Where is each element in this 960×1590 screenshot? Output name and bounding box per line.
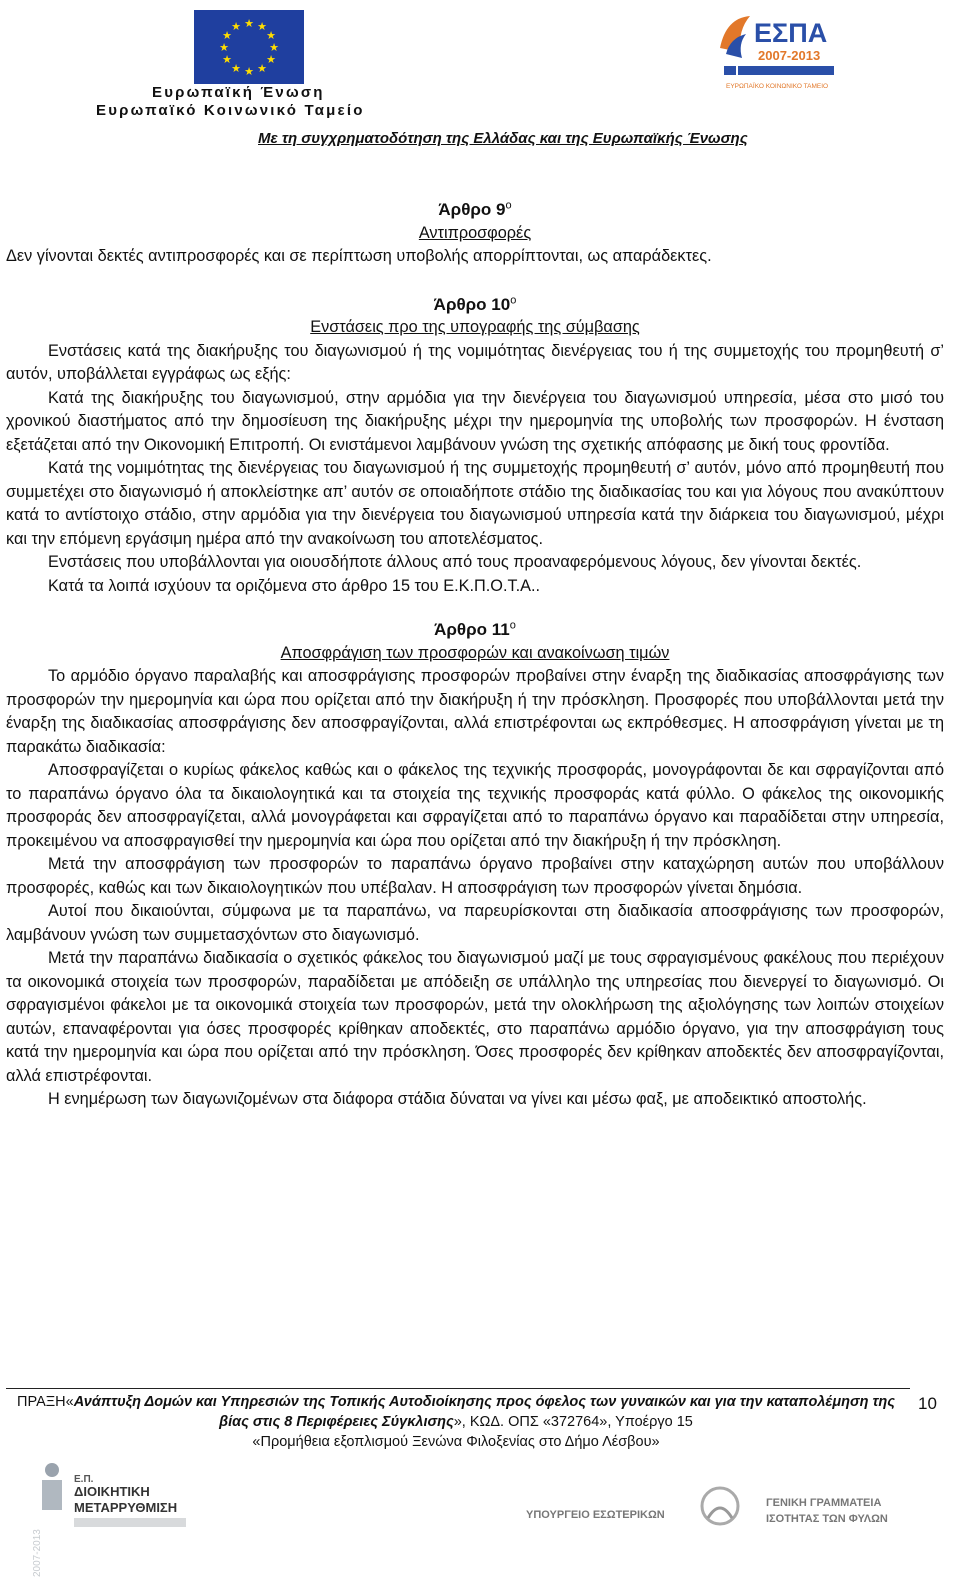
article-10-title: Άρθρο $10^o$ [433,293,517,314]
greek-flag-icon [724,66,736,75]
espa-title: ΕΣΠΑ [754,18,828,48]
article-11-paragraph-2: Αποσφραγίζεται ο κυρίως φάκελος καθώς και ο φάκελος της τεχνικής προσφοράς, μονογράφονται δε και σφραγίζονται από το παραπάνω όργανο όλα τα δικαιολογητικά και τα στοιχεία της τεχνικής προσφοράς κατά φύλλο. Ο φάκελος της οικονομικής προσφοράς δεν αποσφραγίζεται, αλλά μονογράφεται και σφραγίζεται από το παραπάνω όργανο και παραδίδεται στην υπηρεσία, προκειμένου να αποσφραγισθεί την ημερομηνία και ώρα που ορίζεται από την διακήρυξη ή την πρόσκληση. [6,761,944,850]
svg-text:★: ★ [266,29,276,42]
article-9-paragraph: Δεν γίνονται δεκτές αντιπροσφορές και σε περίπτωση υποβολής απορρίπτονται, ως απαράδεκτες. [6,247,712,265]
footer-divider [6,1388,910,1389]
svg-text:★: ★ [266,53,276,66]
article-10-paragraph-2: Κατά της διακήρυξης του διαγωνισμού, στην αρμόδια για την διενέργεια του διαγωνισμού υπηρεσία, μέσα στο μισό του χρονικού διαστήματος από την δημοσίευση της διακήρυξης μέχρι την ημερομηνία της υποβολής των προσφορών. Η ένσταση εξετάζεται από την Οικονομική Επιτροπή. Οι ενιστάμενοι λαμβάνουν γνώση της σχετικής απόφασης με δική τους φροντίδα. [6,388,944,454]
di-line1: ΔΙΟΙΚΗΤΙΚΗ [74,1484,150,1499]
svg-text:★: ★ [257,20,267,33]
espa-logo [716,8,840,94]
di-line2: ΜΕΤΑΡΡΥΘΜΙΣΗ [74,1500,178,1515]
gg-line1: ΓΕΝΙΚΗ ΓΡΑΜΜΑΤΕΙΑ [766,1497,882,1509]
article-10-paragraph-1: Ενστάσεις κατά της διακήρυξης του διαγωνισμού ή της νομιμότητας διενέργειας του ή της συμμετοχής του προμηθευτή σ’ αυτόν, υποβάλλεται εγγράφως ως εξής: [6,341,944,383]
svg-text:★: ★ [231,20,241,33]
footer-project-info: ΠΡΑΞΗ«Ανάπτυξη Δομών και Υπηρεσιών της Τοπικής Αυτοδιοίκησης προς όφελος των γυναικών και για την καταπολέμηση της βίας στις 8 Περιφέρειες Σύγκλισης», ΚΩΔ. ΟΠΣ «372764», Υποέργο 15 «Προμήθεια εξοπλισμού Ξενώνα Φιλοξενίας στο Δήμο Λέσβου» [17,1394,895,1450]
article-11-paragraph-1: Το αρμόδιο όργανο παραλαβής και αποσφράγισης προσφορών προβαίνει στην έναρξη της διαδικασίας αποσφράγισης των προσφορών την ημερομηνία και ώρα που ορίζεται από την διακήρυξη ή την πρόσκληση. Προσφορές που υποβάλλονται μετά την έναρξη της διαδικασίας αποσφράγισης δεν αποσφραγίζονται, αλλά επιστρέφονται ως εκπρόθεσμες. Η αποσφράγιση γίνεται με τη παρακάτω διαδικασία: [6,667,944,756]
svg-text:★: ★ [244,17,254,30]
article-9-title: Άρθρο $9^o$ [438,199,512,219]
eu-flag-logo [194,10,304,84]
article-9-subtitle: Αντιπροσφορές [418,223,532,242]
gender-equality-logo [764,1478,944,1548]
article-11-paragraph-4: Αυτοί που δικαιούνται, σύμφωνα με τα παραπάνω, να παρευρίσκονται στη διαδικασία αποσφράγισης των προσφορών, λαμβάνουν γνώση των συμμετασχόντων στο διαγωνισμό. [6,902,944,944]
svg-text:★: ★ [269,41,279,54]
espa-banner [738,66,834,75]
administrative-reform-logo [30,1452,200,1582]
svg-text:★: ★ [244,65,254,78]
article-10-paragraph-4: Ενστάσεις που υποβάλλονται για οιουσδήποτε άλλους από τους προαναφερόμενους λόγους, δεν γίνονται δεκτές. [48,553,862,571]
eu-social-fund-label: Ευρωπαϊκό Κοινωνικό Ταμείο [96,102,365,119]
eu-stars-icon [194,10,304,84]
gg-line2: ΙΣΟΤΗΤΑΣ ΤΩΝ ΦΥΛΩΝ [766,1513,888,1525]
svg-text:★: ★ [231,62,241,75]
ministry-label: ΥΠΟΥΡΓΕΙΟ ΕΣΩΤΕΡΙΚΩΝ [526,1509,665,1521]
article-11-paragraph-6: Η ενημέρωση των διαγωνιζομένων στα διάφορα στάδια δύναται να γίνει και μέσω φαξ, με αποδεικτικό αποστολής. [48,1090,867,1108]
article-11-paragraph-5: Μετά την παραπάνω διαδικασία ο σχετικός φάκελος του διαγωνισμού μαζί με τους σφραγισμένους φακέλους που περιέχουν τα οικονομικά στοιχεία των προσφορών, παραδίδεται με απόδειξη σε υπάλληλο της υπηρεσίας που διενεργεί το διαγωνισμό. Οι σφραγισμένοι φάκελοι με τα οικονομικά στοιχεία των προσφορών, μετά την ολοκλήρωση της αξιολόγησης των λοιπών στοιχείων αυτών, επαναφέρονται για όσες προσφορές κρίθηκαν αποδεκτές, στο παραπάνω αρμόδιο όργανο, για την αποσφράγιση τους κατά την ημερομηνία και ώρα που ορίζεται από την πρόσκληση. Όσες προσφορές δεν κρίθηκαν αποδεκτές δεν αποσφραγίζονται, αλλά επιστρέφονται. [6,949,944,1085]
di-years: 2007-2013 [32,1529,43,1577]
ministry-interior-logo [520,1478,760,1548]
espa-years: 2007-2013 [758,48,821,63]
article-11-title: Άρθρο $11^o$ [434,619,516,639]
article-11-paragraph-3: Μετά την αποσφράγιση των προσφορών το παραπάνω όργανο προβαίνει στην καταχώρηση αυτών που υποβάλλουν προσφορές, καθώς και των δικαιολογητικών που υπέβαλαν. Η αποσφράγιση των προσφορών γίνεται δημόσια. [6,855,944,897]
article-10-paragraph-5: Κατά τα λοιπά ισχύουν τα οριζόμενα στο άρθρο 15 του Ε.Κ.Π.Ο.Τ.Α.. [48,576,541,595]
di-small-label: Ε.Π. [74,1474,94,1485]
svg-text:★: ★ [222,53,232,66]
svg-text:★: ★ [257,62,267,75]
page-number: 10 [918,1394,937,1413]
svg-text:★: ★ [219,41,229,54]
person-icon [45,1463,59,1477]
cofinance-notice: Με τη συγχρηματοδότηση της Ελλάδας και της Ευρωπαϊκής Ένωσης [258,130,748,147]
espa-tagline: ΕΥΡΩΠΑΪΚΟ ΚΟΙΝΩΝΙΚΟ ΤΑΜΕΙΟ [726,83,829,90]
ministry-emblem-icon [702,1488,738,1524]
svg-text:★: ★ [222,29,232,42]
document-body [6,198,944,1112]
article-10-subtitle: Ενστάσεις προ της υπογραφής της σύμβασης [310,318,640,336]
article-10-paragraph-3: Κατά της νομιμότητας της διενέργειας του διαγωνισμού ή της συμμετοχής προμηθευτή σ’ αυτόν, μόνο από προμηθευτή που συμμετέχει στο διαγωνισμό ή αποκλείστηκε απ’ αυτόν σε οποιαδήποτε στάδιο της διαδικασίας του και για λόγους που ανακύπτουν κατά το αντίστοιχο στάδιο, στην αρμόδια για την διενέργεια του διαγωνισμού υπηρεσία κατά την διάρκεια του διαγωνισμού, μέχρι και την επόμενη εργάσιμη ημέρα από την ανακοίνωση του αποτελέσματος. [6,459,944,548]
article-11-subtitle: Αποσφράγιση των προσφορών και ανακοίνωση τιμών [280,643,670,662]
eu-union-label: Ευρωπαϊκή Ένωση [152,84,325,101]
